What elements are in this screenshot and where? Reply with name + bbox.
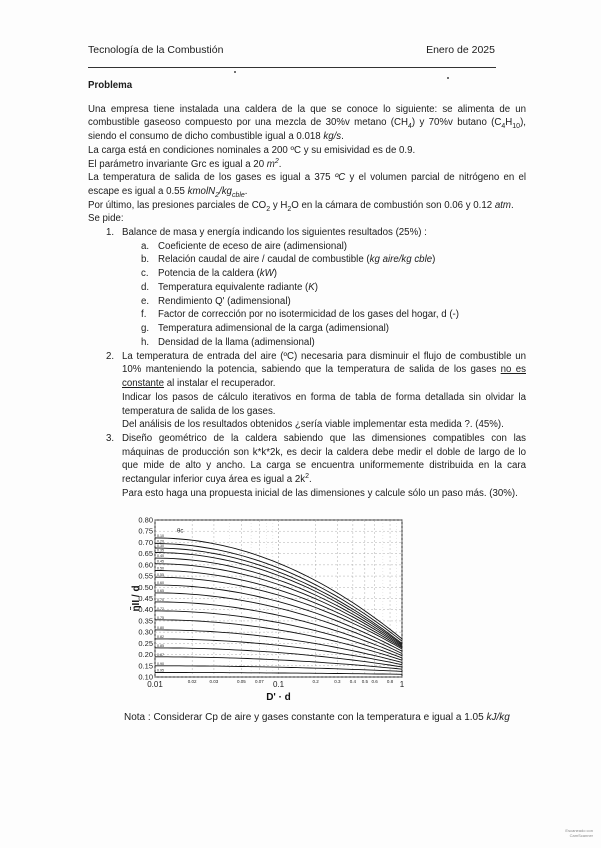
y-tick-label: 0.30 [138, 627, 153, 637]
y-tick-label: 0.50 [138, 582, 153, 592]
y-tick-label: 0.15 [138, 661, 153, 671]
sub-question [88, 240, 526, 254]
text-run: 2 [287, 205, 292, 213]
x-tick-label: 0.1 [272, 680, 285, 689]
chart [130, 514, 412, 704]
text-run: Por último, las presiones parciales de CO [88, 199, 267, 211]
text-run: no es constante [122, 364, 526, 390]
statement-line [88, 171, 526, 198]
text-run: La temperatura de salida de los gases es igual a 375 [88, 172, 335, 184]
text-run: kg/s [323, 131, 342, 143]
question-number: 3. [106, 432, 115, 444]
x-tick-label: 1 [399, 680, 405, 689]
sub-question [88, 253, 526, 267]
series-label: 0.70 [157, 597, 164, 602]
text-run: Rendimiento Q' (adimensional) [158, 295, 291, 307]
note [124, 712, 510, 723]
sub-question-text [158, 254, 435, 265]
y-tick-label: 0.65 [138, 549, 153, 559]
question-number: 2. [106, 350, 115, 362]
x-tick-label: 0.8 [386, 679, 394, 684]
y-tick-label: 0.60 [138, 560, 153, 570]
series-label: 0.10 [157, 533, 164, 538]
question-text [122, 432, 526, 501]
text-run: y H [270, 199, 288, 211]
text-run: /kg [219, 185, 232, 197]
x-axis-label: D' · d [266, 692, 291, 703]
text-run: ) [432, 254, 436, 266]
text-run: Nota : Considerar Cp de aire y gases constante con la temperatura e igual a 1.05 [124, 712, 487, 723]
exam-date: Enero de 2025 [426, 44, 495, 56]
sub-question-letter: g. [141, 323, 150, 335]
x-tick-label: 0.5 [361, 679, 368, 684]
text-run: Coeficiente de eceso de aire (adimensional) [158, 240, 348, 252]
statement-line [88, 199, 526, 213]
text-run: Densidad de la llama (adimensional) [158, 336, 315, 348]
header-rule [88, 67, 496, 68]
sub-question [88, 308, 526, 322]
text-run: 10 [512, 123, 521, 131]
series-label: 0.20 [157, 539, 164, 544]
series-label: 0.75 [157, 615, 164, 620]
series-label: 0.72 [157, 606, 164, 611]
text-run: al instalar el recuperador. [164, 378, 276, 390]
question-3 [88, 432, 526, 501]
series-label: 0.80 [157, 625, 164, 630]
x-tick-label: 0.4 [349, 679, 356, 684]
series-label: 0.82 [157, 634, 164, 639]
y-tick-label: 0.55 [138, 571, 153, 581]
sub-question-letter: c. [141, 268, 149, 280]
sub-question-text [158, 282, 318, 293]
series-label: 0.60 [157, 581, 164, 586]
text-run: Indicar los pasos de cálculo iterativos en forma de tabla de forma detallada sin olvidar la temperatura de salida de los gases. [122, 391, 526, 417]
sub-question-text [158, 296, 291, 307]
sub-question-text [158, 337, 315, 348]
y-tick-label: 0.25 [138, 638, 153, 648]
series-label: 0.45 [157, 559, 164, 564]
y-tick-label: 0.35 [138, 616, 153, 626]
curve-param-label: θc [177, 528, 184, 535]
sub-question [88, 322, 526, 336]
series-label: 0.40 [157, 554, 164, 559]
text-run: ) y 70%v butano (C [411, 117, 502, 129]
x-tick-label: 0.03 [209, 679, 219, 684]
sub-question [88, 295, 526, 309]
text-run: ), siendo el consumo de dicho combustible igual a 0.018 [88, 117, 526, 143]
sub-question [88, 336, 526, 350]
text-run: y el volumen parcial de nitrógeno en el escape es igual a 0.55 [88, 172, 527, 197]
text-run: Una empresa tiene instalada una caldera de la que se conoce lo siguiente: se alimenta de un combustible gaseoso compuesto por una mezcla de 30%v metano (CH [88, 103, 526, 129]
statement-line [88, 144, 526, 158]
question-text [122, 226, 526, 240]
text-run: . [244, 185, 248, 197]
series-label: 0.50 [157, 566, 164, 571]
text-run: Factor de corrección por no isotermicidad de los gases del hogar, d (-) [158, 309, 459, 321]
series-label: 0.55 [157, 573, 164, 578]
text-run: El parámetro invariante Grc es igual a 20 [88, 158, 267, 170]
sub-question-letter: h. [141, 336, 150, 348]
text-run: Relación caudal de aire / caudal de combustible ( [158, 254, 370, 266]
statement-line [88, 212, 526, 226]
sub-question-letter: b. [141, 254, 150, 266]
text-run: . [341, 131, 344, 143]
y-tick-label: 0.75 [138, 526, 153, 536]
sub-question [88, 267, 526, 281]
text-run: 4 [501, 123, 506, 131]
y-axis-label: η̃II / d [131, 585, 142, 612]
problem-statements [88, 144, 526, 226]
chart-svg [130, 514, 412, 704]
text-run: . [511, 199, 514, 211]
text-run: O en la cámara de combustión son 0.06 y 0.12 [291, 199, 495, 211]
question-list [88, 226, 526, 500]
statement-line [88, 158, 526, 172]
text-run: 2 [274, 157, 279, 165]
problem-title: Problema [88, 80, 133, 91]
series-label: 0.35 [157, 548, 164, 553]
text-run: La carga está en condiciones nominales a 200 ºC y su emisividad es de 0.9. [88, 144, 416, 156]
series-label: 0.30 [157, 544, 164, 549]
sub-question-text [158, 323, 389, 334]
y-tick-label: 0.10 [138, 672, 153, 682]
text-run: ) [273, 268, 278, 280]
series-label: 0.87 [157, 652, 164, 657]
x-tick-label: 0.02 [187, 679, 197, 684]
y-tick-label: 0.70 [138, 537, 153, 547]
text-run: Para esto haga una propuesta inicial de las dimensiones y calcule sólo un paso más. (30%). [122, 487, 518, 499]
sub-question-text [158, 241, 347, 252]
text-run: 2 [266, 205, 271, 213]
text-run: m [266, 158, 275, 170]
x-tick-label: 0.07 [254, 679, 264, 684]
x-tick-label: 0.05 [236, 679, 246, 684]
problem-intro [88, 103, 526, 144]
sub-question-letter: d. [141, 281, 150, 293]
series-label: 0.85 [157, 643, 164, 648]
y-tick-label: 0.80 [138, 515, 153, 525]
text-run: ºC [334, 172, 346, 184]
question-number: 1. [106, 227, 115, 239]
sub-question-letter: f. [141, 309, 147, 321]
sub-question-text [158, 268, 277, 279]
sub-question [88, 281, 526, 295]
question-1 [88, 226, 526, 240]
text-run: kg aire/kg cble [369, 254, 433, 266]
series-label: 0.95 [157, 668, 164, 673]
sub-question-text [158, 309, 459, 320]
question-text [122, 350, 526, 432]
scan-speck [234, 71, 236, 73]
text-run: K [308, 281, 315, 293]
sub-question-letter: e. [141, 295, 150, 307]
text-run: Temperatura adimensional de la carga (adimensional) [158, 323, 390, 335]
text-run: Potencia de la caldera ( [158, 268, 260, 280]
x-tick-label: 0.3 [334, 679, 341, 684]
text-run: 4 [408, 123, 412, 131]
text-run: H [505, 117, 513, 129]
y-tick-label: 0.45 [138, 594, 153, 603]
x-tick-label: 0.2 [312, 679, 319, 684]
text-run: cble [231, 191, 245, 199]
question-2 [88, 350, 526, 432]
scanner-stamp-line: Escaneado con [565, 828, 593, 833]
sub-question-letter: a. [141, 240, 150, 252]
text-run: Del análisis de los resultados obtenidos ¿sería viable implementar esta medida ?. (45%). [122, 419, 504, 431]
y-tick-label: 0.40 [138, 605, 153, 615]
series-label: 0.65 [157, 588, 164, 593]
text-run: Diseño geométrico de la caldera sabiendo que las dimensiones compatibles con las máquinas de producción son k*k*2k, es decir la caldera debe medir el doble de largo de lo que mide de alto y ancho. La carga se encuentra uniformemente distribuida en la cara rectangular inferior cuya área es igual a 2k [122, 432, 526, 486]
scanner-stamp-brand: CamScanner [569, 833, 593, 838]
text-run: Balance de masa y energía indicando los siguientes resultados (25%) : [122, 227, 427, 239]
text-run: . [309, 474, 312, 486]
text-run: Se pide: [88, 213, 124, 225]
scanner-stamp [565, 828, 593, 838]
y-tick-label: 0.20 [138, 650, 153, 660]
x-tick-label: 0.01 [147, 680, 163, 689]
text-run: La temperatura de entrada del aire (ºC) necesaria para disminuir el flujo de combustible un 10% manteniendo la potencia, sabiendo que la temperatura de salida de los gases [122, 350, 526, 376]
text-run: . [278, 158, 282, 170]
x-tick-label: 0.6 [371, 679, 378, 684]
text-run: kmolN [187, 185, 216, 197]
problem-body [88, 79, 526, 500]
text-run: 2 [215, 191, 219, 199]
text-run: kW [259, 268, 274, 280]
text-run: Temperatura equivalente radiante ( [158, 281, 309, 293]
text-run: ) [314, 281, 318, 293]
text-run: 2 [305, 472, 309, 480]
series-label: 0.90 [157, 661, 164, 666]
text-run: atm [494, 199, 511, 211]
course-title: Tecnología de la Combustión [88, 44, 224, 56]
text-run: kJ/kg [486, 712, 510, 723]
